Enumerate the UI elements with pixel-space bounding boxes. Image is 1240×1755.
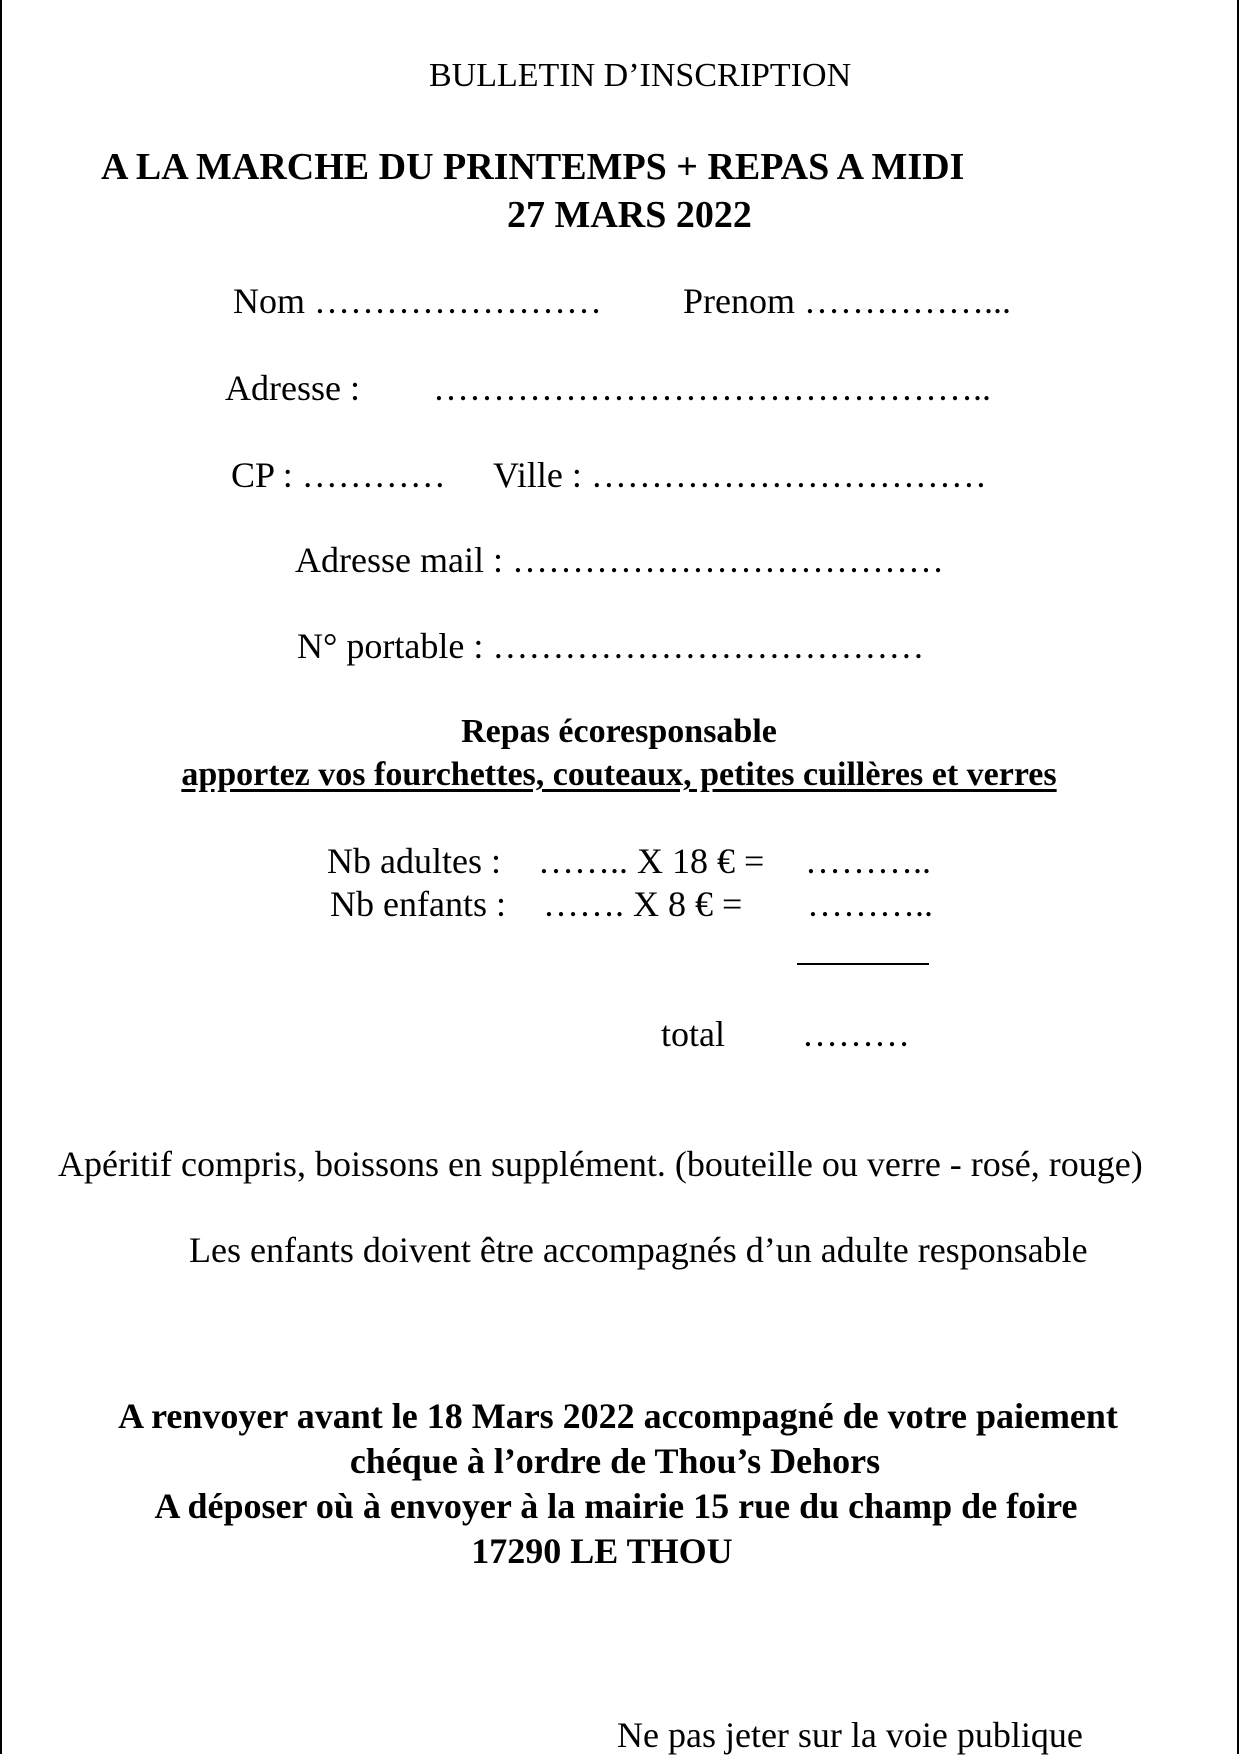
children-quantity[interactable]: ……. X 8 € =	[543, 884, 743, 924]
children-total[interactable]: ………..	[807, 884, 933, 924]
return-deadline: A renvoyer avant le 18 Mars 2022 accompagné de votre paiement	[118, 1396, 1118, 1436]
postal-city: 17290 LE THOU	[471, 1531, 733, 1571]
page-border-right	[1237, 0, 1239, 1754]
event-date: 27 MARS 2022	[507, 194, 752, 236]
adults-quantity[interactable]: …….. X 18 € =	[538, 841, 765, 881]
total-label: total	[661, 1014, 725, 1054]
mairie-address: A déposer où à envoyer à la mairie 15 rue du champ de foire	[154, 1486, 1078, 1526]
portable-field[interactable]: N° portable : ………………………………	[297, 626, 925, 666]
footer-disclaimer: Ne pas jeter sur la voie publique	[617, 1715, 1083, 1755]
adults-total[interactable]: ………..	[805, 841, 931, 881]
prenom-field[interactable]: Prenom ……………...	[683, 281, 1011, 321]
sum-divider-line	[797, 963, 929, 965]
form-title: BULLETIN D’INSCRIPTION	[429, 57, 852, 94]
meal-title: Repas écoresponsable	[461, 713, 777, 750]
meal-instruction: apportez vos fourchettes, couteaux, petites cuillères et verres	[181, 756, 1057, 793]
adresse-field[interactable]: ………………………………………..	[433, 368, 991, 408]
children-label: Nb enfants :	[330, 884, 506, 924]
children-note: Les enfants doivent être accompagnés d’un adulte responsable	[189, 1230, 1088, 1270]
cp-field[interactable]: CP : …………	[231, 455, 446, 495]
email-field[interactable]: Adresse mail : ………………………………	[295, 540, 944, 580]
nom-field[interactable]: Nom ……………………	[233, 281, 602, 321]
adresse-label: Adresse :	[225, 368, 360, 408]
drinks-note: Apéritif compris, boissons en supplément. (bouteille ou verre - rosé, rouge)	[58, 1144, 1143, 1184]
event-title: A LA MARCHE DU PRINTEMPS + REPAS A MIDI	[101, 146, 965, 188]
cheque-order: chéque à l’ordre de Thou’s Dehors	[349, 1441, 881, 1481]
ville-field[interactable]: Ville : ……………………………	[493, 455, 987, 495]
total-value[interactable]: ………	[802, 1014, 910, 1054]
adults-label: Nb adultes :	[327, 841, 501, 881]
